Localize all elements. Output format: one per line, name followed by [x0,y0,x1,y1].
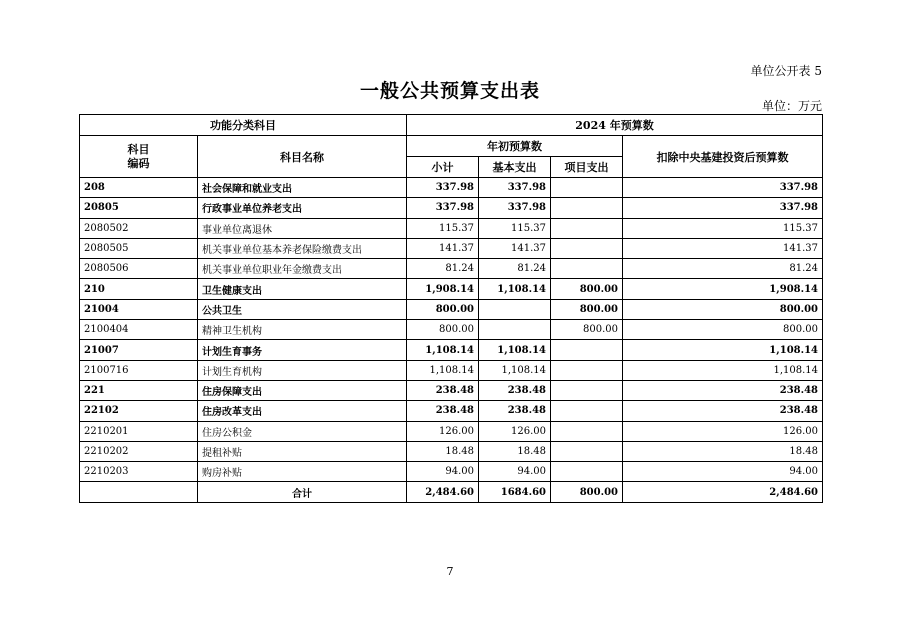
row-project [551,421,623,441]
row-name: 住房公积金 [198,421,407,441]
row-basic: 81.24 [479,259,551,279]
row-code: 2080506 [80,259,198,279]
row-deduct: 337.98 [623,198,823,218]
row-name: 卫生健康支出 [198,279,407,299]
row-deduct: 238.48 [623,380,823,400]
table-row [80,259,823,279]
row-name: 社会保障和就业支出 [198,178,407,198]
row-deduct: 1,108.14 [623,360,823,380]
row-project [551,198,623,218]
row-subtotal: 18.48 [407,441,479,461]
row-code: 210 [80,279,198,299]
table-row [80,198,823,218]
header-initial-budget: 年初预算数 [407,136,623,157]
row-deduct: 800.00 [623,320,823,340]
row-name: 行政事业单位养老支出 [198,198,407,218]
row-basic: 94.00 [479,462,551,482]
row-code: 2210202 [80,441,198,461]
row-name: 公共卫生 [198,299,407,319]
row-deduct: 337.98 [623,178,823,198]
row-name: 机关事业单位职业年金缴费支出 [198,259,407,279]
row-basic: 238.48 [479,380,551,400]
table-row [80,238,823,258]
table-row [80,178,823,198]
table-row [80,360,823,380]
header-code: 科目 编码 [80,136,198,178]
row-subtotal: 141.37 [407,238,479,258]
row-name: 住房改革支出 [198,401,407,421]
row-basic: 1,108.14 [479,279,551,299]
total-empty-cell [80,482,198,502]
row-subtotal: 81.24 [407,259,479,279]
row-project [551,178,623,198]
row-deduct: 81.24 [623,259,823,279]
row-code: 208 [80,178,198,198]
row-deduct: 141.37 [623,238,823,258]
row-project [551,218,623,238]
row-code: 2080502 [80,218,198,238]
row-basic: 337.98 [479,178,551,198]
row-deduct: 126.00 [623,421,823,441]
row-name: 计划生育机构 [198,360,407,380]
total-label: 合计 [198,482,407,502]
row-subtotal: 126.00 [407,421,479,441]
row-subtotal: 115.37 [407,218,479,238]
row-subtotal: 238.48 [407,380,479,400]
row-basic: 1,108.14 [479,360,551,380]
row-deduct: 800.00 [623,299,823,319]
row-project [551,238,623,258]
row-code: 2100716 [80,360,198,380]
row-basic: 141.37 [479,238,551,258]
row-name: 计划生育事务 [198,340,407,360]
row-deduct: 115.37 [623,218,823,238]
row-subtotal: 1,908.14 [407,279,479,299]
table-row [80,441,823,461]
row-subtotal: 337.98 [407,198,479,218]
table-row [80,320,823,340]
table-row [80,401,823,421]
total-project: 800.00 [551,482,623,502]
row-project [551,401,623,421]
row-project [551,259,623,279]
row-project: 800.00 [551,299,623,319]
total-basic: 1684.60 [479,482,551,502]
row-deduct: 238.48 [623,401,823,421]
row-name: 提租补贴 [198,441,407,461]
row-name: 购房补贴 [198,462,407,482]
table-row [80,380,823,400]
row-code: 21007 [80,340,198,360]
header-row-1 [80,115,823,136]
row-basic: 238.48 [479,401,551,421]
row-code: 2210201 [80,421,198,441]
header-deduct: 扣除中央基建投资后预算数 [623,136,823,178]
row-basic: 115.37 [479,218,551,238]
page-title: 一般公共预算支出表 [359,80,540,102]
row-subtotal: 800.00 [407,299,479,319]
row-basic: 1,108.14 [479,340,551,360]
row-code: 22102 [80,401,198,421]
row-project: 800.00 [551,320,623,340]
header-budget-group: 2024 年预算数 [407,115,823,136]
row-code: 2100404 [80,320,198,340]
row-subtotal: 1,108.14 [407,340,479,360]
row-deduct: 1,908.14 [623,279,823,299]
row-deduct: 18.48 [623,441,823,461]
row-subtotal: 238.48 [407,401,479,421]
table-row [80,279,823,299]
row-basic [479,320,551,340]
row-name: 住房保障支出 [198,380,407,400]
row-basic: 18.48 [479,441,551,461]
row-project [551,441,623,461]
total-subtotal: 2,484.60 [407,482,479,502]
row-code: 2210203 [80,462,198,482]
row-name: 事业单位离退休 [198,218,407,238]
form-number: 单位公开表 5 [750,64,822,78]
row-name: 精神卫生机构 [198,320,407,340]
row-project [551,360,623,380]
row-basic: 337.98 [479,198,551,218]
table-row [80,299,823,319]
budget-table [79,114,823,503]
total-row [80,482,823,502]
row-name: 机关事业单位基本养老保险缴费支出 [198,238,407,258]
table-row [80,421,823,441]
row-code: 21004 [80,299,198,319]
header-subtotal: 小计 [407,157,479,178]
row-code: 221 [80,380,198,400]
header-name: 科目名称 [198,136,407,178]
header-row-2 [80,136,823,157]
row-project [551,380,623,400]
row-subtotal: 800.00 [407,320,479,340]
row-subtotal: 1,108.14 [407,360,479,380]
row-project: 800.00 [551,279,623,299]
header-basic: 基本支出 [479,157,551,178]
row-code: 2080505 [80,238,198,258]
row-deduct: 1,108.14 [623,340,823,360]
row-basic [479,299,551,319]
row-basic: 126.00 [479,421,551,441]
total-deduct: 2,484.60 [623,482,823,502]
row-project [551,462,623,482]
row-project [551,340,623,360]
header-func-class: 功能分类科目 [80,115,407,136]
table-row [80,340,823,360]
header-project: 项目支出 [551,157,623,178]
table-row [80,218,823,238]
unit-label: 单位：万元 [761,99,822,113]
row-deduct: 94.00 [623,462,823,482]
table-row [80,462,823,482]
row-subtotal: 94.00 [407,462,479,482]
row-code: 20805 [80,198,198,218]
page-number: 7 [446,565,454,578]
row-subtotal: 337.98 [407,178,479,198]
